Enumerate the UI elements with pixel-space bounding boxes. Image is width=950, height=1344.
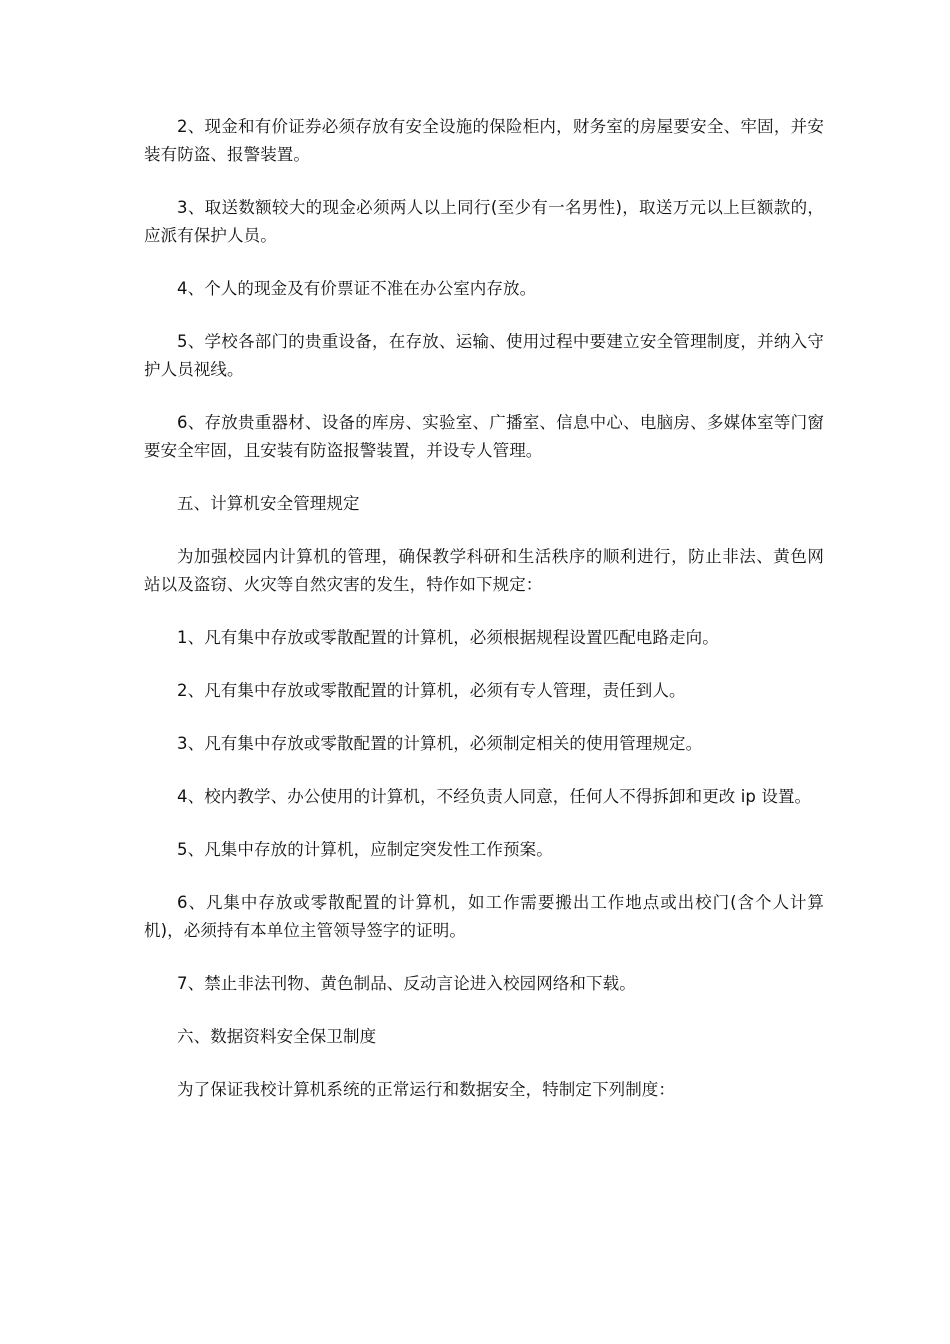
- document-body: [144, 113, 824, 1129]
- paragraph-personal-cash: 4、个人的现金及有价票证不准在办公室内存放。: [177, 279, 537, 298]
- paragraph-computer-rule-7: 7、禁止非法刊物、黄色制品、反动言论进入校园网络和下载。: [177, 974, 636, 993]
- paragraph-computer-rule-5: 5、凡集中存放的计算机，应制定突发性工作预案。: [177, 840, 553, 859]
- paragraph-valuable-equipment: 5、学校各部门的贵重设备，在存放、运输、使用过程中要建立安全管理制度，并纳入守护人员视线。: [144, 332, 824, 379]
- paragraph-computer-rule-3: 3、凡有集中存放或零散配置的计算机，必须制定相关的使用管理规定。: [177, 734, 703, 753]
- paragraph-computer-rule-6: 6、凡集中存放或零散配置的计算机，如工作需要搬出工作地点或出校门(含个人计算机)，必须持有本单位主管领导签字的证明。: [144, 893, 824, 940]
- section-heading-data-security: 六、数据资料安全保卫制度: [177, 1027, 377, 1046]
- paragraph-cash-transport: 3、取送数额较大的现金必须两人以上同行(至少有一名男性)，取送万元以上巨额款的，应派有保护人员。: [144, 198, 824, 245]
- paragraph-data-security-intro: 为了保证我校计算机系统的正常运行和数据安全，特制定下列制度：: [177, 1080, 675, 1099]
- paragraph-computer-rule-2: 2、凡有集中存放或零散配置的计算机，必须有专人管理，责任到人。: [177, 681, 686, 700]
- paragraph-computer-rule-4: 4、校内教学、办公使用的计算机，不经负责人同意，任何人不得拆卸和更改 ip 设置。: [177, 787, 812, 806]
- paragraph-computer-intro: 为加强校园内计算机的管理，确保教学科研和生活秩序的顺利进行，防止非法、黄色网站以及盗窃、火灾等自然灾害的发生，特作如下规定：: [144, 547, 824, 594]
- paragraph-computer-rule-1: 1、凡有集中存放或零散配置的计算机，必须根据规程设置匹配电路走向。: [177, 628, 719, 647]
- paragraph-storage-rooms: 6、存放贵重器材、设备的库房、实验室、广播室、信息中心、电脑房、多媒体室等门窗要安全牢固，且安装有防盗报警装置，并设专人管理。: [144, 413, 824, 460]
- section-heading-computer-security: 五、计算机安全管理规定: [177, 494, 360, 513]
- paragraph-cash-storage: 2、现金和有价证券必须存放有安全设施的保险柜内，财务室的房屋要安全、牢固，并安装有防盗、报警装置。: [144, 117, 824, 164]
